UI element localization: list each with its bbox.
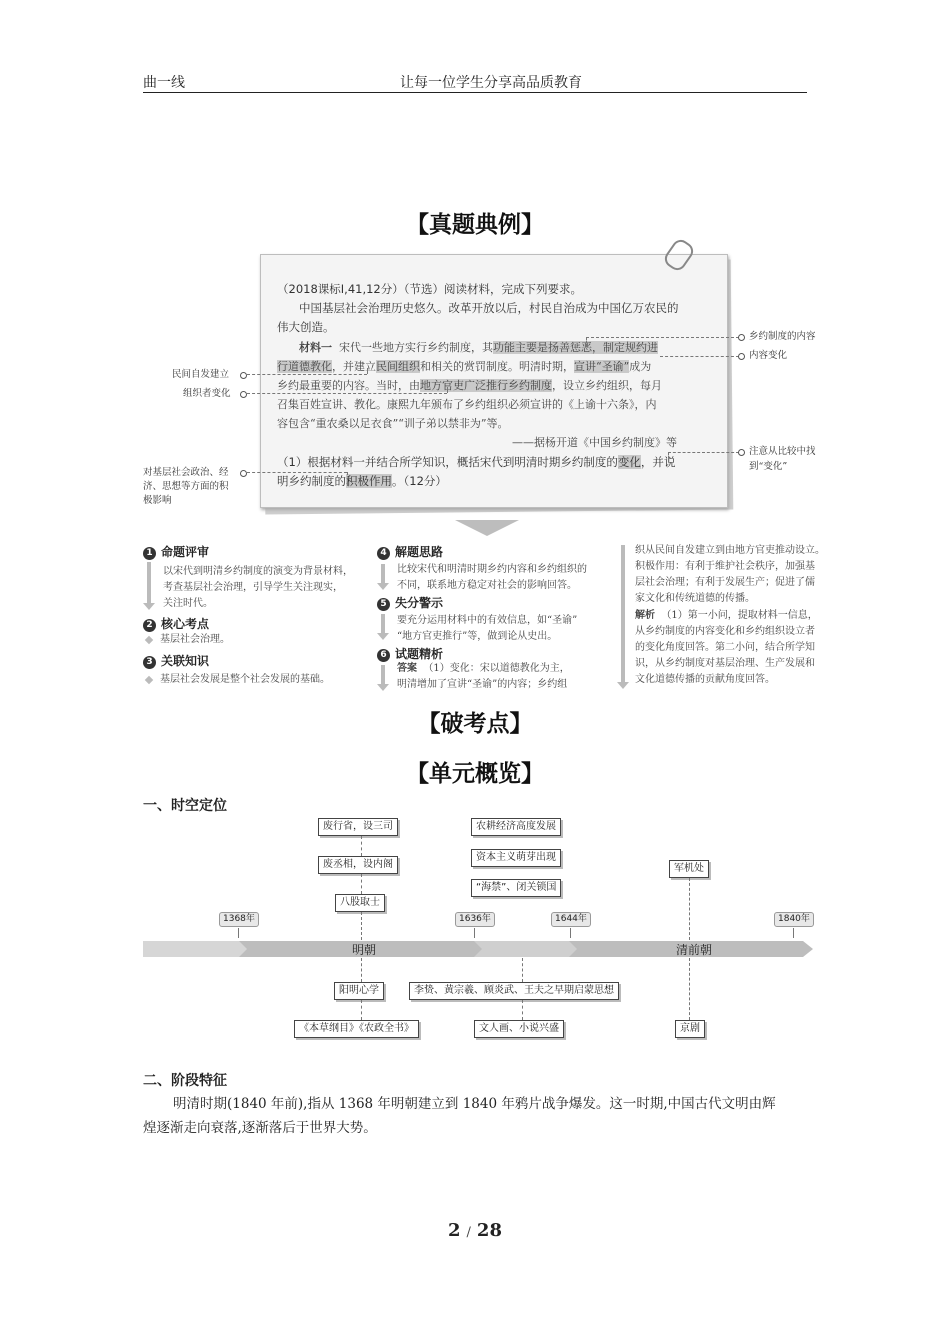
annotation-right: 注意从比较中找 xyxy=(749,446,816,457)
highlight: 宣讲“圣谕” xyxy=(574,360,630,373)
analysis-text xyxy=(397,661,570,677)
annotation-left: 极影响 xyxy=(143,495,172,506)
annotation-right: 乡约制度的内容 xyxy=(749,331,816,342)
annotation-left: 济、思想等方面的积 xyxy=(143,481,229,492)
connector xyxy=(522,1000,523,1020)
leader-line xyxy=(586,337,587,347)
text: （1）根据材料一并结合所学知识，概括宋代到明清时期乡约制度的 xyxy=(277,455,618,469)
analysis-text: 以宋代到明清乡约制度的演变为背景材料， xyxy=(163,566,353,577)
leader-line xyxy=(668,452,669,462)
highlight: 积极作用 xyxy=(346,474,392,488)
event-box: 八股取士 xyxy=(335,894,385,912)
text: ，设立乡约组织，每月 xyxy=(552,379,662,392)
analysis-heading xyxy=(143,615,209,632)
text: ，并建立 xyxy=(332,360,376,373)
subheading-timeline: 一、时空定位 xyxy=(143,798,227,814)
page-separator: / xyxy=(466,1225,471,1240)
year-tag: 1368年 xyxy=(219,912,259,927)
analysis-text: 积极作用：有利于维护社会秩序，加强基 xyxy=(635,561,815,572)
event-box: 李贽、黄宗羲、顾炎武、王夫之早期启蒙思想 xyxy=(409,982,619,1000)
heading-text: 命题评审 xyxy=(161,545,210,559)
band-segment xyxy=(143,941,249,957)
header-rule xyxy=(143,92,807,93)
era-label-ming: 明朝 xyxy=(352,943,377,957)
connector xyxy=(361,1000,362,1020)
number-badge-icon: 5 xyxy=(377,598,390,611)
explain-label: 解析 xyxy=(635,610,655,621)
arrow-icon xyxy=(381,564,385,584)
analysis-text: 要充分运用材料中的有效信息，如“圣谕” xyxy=(397,615,578,626)
subheading-stage: 二、阶段特征 xyxy=(143,1073,227,1089)
leader-dot xyxy=(240,391,247,398)
connector xyxy=(361,836,362,856)
analysis-text: 层社会治理；有利于发展生产；促进了儒 xyxy=(635,577,815,588)
annotation-left: 对基层社会政治、经 xyxy=(143,467,229,478)
analysis-heading xyxy=(143,543,209,560)
leader-line xyxy=(668,452,739,453)
analysis-text: 家文化和传统道德的传播。 xyxy=(635,593,755,604)
text: 成为 xyxy=(629,360,652,373)
material-line: 召集百姓宣讲、教化。康熙九年颁布了乡约组织必须宣讲的《上谕十六条》，内 xyxy=(277,398,657,411)
leader-line xyxy=(247,393,447,394)
diamond-icon xyxy=(145,676,153,684)
analysis-text: 比较宋代和明清时期乡约内容和乡约组织的 xyxy=(397,564,587,575)
leader-dot xyxy=(240,372,247,379)
event-box: 阳明心学 xyxy=(334,982,384,1000)
analysis-heading xyxy=(143,652,209,669)
year-tag: 1636年 xyxy=(455,912,495,927)
arrow-icon xyxy=(147,562,151,604)
arrow-icon xyxy=(381,614,385,634)
section-title-danyuan: 【单元概览】 xyxy=(406,761,544,787)
leader-line xyxy=(247,374,367,375)
question-line: 伟大创造。 xyxy=(277,320,335,334)
text: 。（12分） xyxy=(392,474,447,488)
year-tick xyxy=(793,928,794,938)
year-tag: 1644年 xyxy=(551,912,591,927)
number-badge-icon: 4 xyxy=(377,547,390,560)
connector xyxy=(689,958,690,1020)
leader-line xyxy=(586,337,739,338)
text: （1）第一小问，提取材料一信息， xyxy=(661,610,818,621)
text: 和相关的赏罚制度。明清时期， xyxy=(420,360,574,373)
number-badge-icon: 2 xyxy=(143,619,156,632)
era-label-qing: 清前朝 xyxy=(676,943,713,957)
analysis-text: 的变化角度回答。第二小问，结合所学知 xyxy=(635,642,815,653)
year-tick xyxy=(570,928,571,938)
section-title-pokaodian: 【破考点】 xyxy=(417,711,533,737)
analysis-text: 基层社会发展是整个社会发展的基础。 xyxy=(160,674,330,685)
analysis-text: 不同，联系地方稳定对社会的影响回答。 xyxy=(397,580,577,591)
year-tag: 1840年 xyxy=(774,912,814,927)
annotation-left: 组织者变化 xyxy=(183,388,231,399)
text: ，并说 xyxy=(640,455,676,469)
material-line: 容包含“重农桑以足衣食”“训子弟以禁非为”等。 xyxy=(277,417,509,430)
text: （1）变化：宋以道德教化为主， xyxy=(423,663,570,674)
answer-label: 答案 xyxy=(397,663,417,674)
event-box: 京剧 xyxy=(675,1020,705,1038)
down-arrow-icon xyxy=(455,520,519,536)
event-box: 文人画、小说兴盛 xyxy=(474,1020,564,1038)
leader-line xyxy=(447,387,448,393)
event-box: 资本主义萌芽出现 xyxy=(471,849,561,867)
annotation-left: 民间自发建立 xyxy=(172,369,230,380)
analysis-text: 考查基层社会治理，引导学生关注现实， xyxy=(163,582,343,593)
connector xyxy=(361,874,362,894)
band-segment xyxy=(474,941,579,957)
connector xyxy=(689,878,690,940)
connector xyxy=(522,958,523,982)
question-line: 中国基层社会治理历史悠久。改革开放以后，村民自治成为中国亿万农民的 xyxy=(299,301,679,315)
highlight: 地方官吏广泛推行乡约制度 xyxy=(420,379,552,392)
event-box: 农耕经济高度发展 xyxy=(471,818,561,836)
heading-text: 核心考点 xyxy=(161,617,210,631)
analysis-text: 识，从乡约制度对基层治理、生产发展和 xyxy=(635,658,815,669)
page-total: 28 xyxy=(476,1220,502,1241)
timeline-band xyxy=(143,938,815,960)
heading-text: 失分警示 xyxy=(395,596,444,610)
annotation-right: 到“变化” xyxy=(749,461,788,472)
text: 乡约最重要的内容。当时，由 xyxy=(277,379,420,392)
analysis-text: 基层社会治理。 xyxy=(160,634,230,645)
stage-paragraph-line: 明清时期(1840 年前),指从 1368 年明朝建立到 1840 年鸦片战争爆发。这一时期,中国古代文明由辉 xyxy=(173,1096,776,1112)
leader-line xyxy=(660,356,739,357)
header-center: 让每一位学生分享高品质教育 xyxy=(400,75,582,91)
analysis-text xyxy=(635,608,818,624)
highlight: 民间组织 xyxy=(376,360,420,373)
leader-line xyxy=(247,472,347,473)
leader-dot xyxy=(240,470,247,477)
analysis-text: 从乡约制度的内容变化和乡约组织设立者 xyxy=(635,626,815,637)
analysis-text: “地方官吏推行”等，做到论从史出。 xyxy=(397,631,558,642)
event-box: “海禁”、闭关锁国 xyxy=(471,879,561,897)
material-line xyxy=(299,338,658,357)
arrow-icon xyxy=(621,545,625,683)
analysis-text: 明清增加了宣讲“圣谕”的内容；乡约组 xyxy=(397,679,568,690)
leader-dot xyxy=(738,353,745,360)
leader-line xyxy=(367,368,368,374)
analysis-text: 关注时代。 xyxy=(163,598,213,609)
highlight: 行道德教化 xyxy=(277,360,332,373)
question-line xyxy=(277,453,675,472)
analysis-heading xyxy=(377,543,443,560)
highlight: 功能主要是扬善惩恶，制定规约进 xyxy=(493,341,658,354)
heading-text: 关联知识 xyxy=(161,654,210,668)
text: 明乡约制度的 xyxy=(277,474,346,488)
material-label: 材料一 xyxy=(299,341,332,354)
heading-text: 试题精析 xyxy=(395,647,444,661)
event-box: 《本草纲目》《农政全书》 xyxy=(294,1020,419,1038)
leader-dot xyxy=(738,334,745,341)
event-box: 废丞相，设内阁 xyxy=(318,856,398,874)
text: 宋代一些地方实行乡约制度，其 xyxy=(339,341,493,354)
number-badge-icon: 1 xyxy=(143,547,156,560)
section-title-zhenti: 【真题典例】 xyxy=(406,212,544,238)
diamond-icon xyxy=(145,636,153,644)
header-left: 曲一线 xyxy=(143,75,185,91)
leader-dot xyxy=(738,449,745,456)
analysis-heading xyxy=(377,645,443,662)
analysis-heading xyxy=(377,594,443,611)
connector xyxy=(361,958,362,982)
page-number xyxy=(0,1220,950,1241)
material-source: ——据杨开道《中国乡约制度》等 xyxy=(512,436,677,449)
year-tick xyxy=(474,928,475,938)
event-box: 军机处 xyxy=(669,860,709,878)
leader-line xyxy=(347,472,348,486)
question-line: （2018课标Ⅰ,41,12分）（节选）阅读材料，完成下列要求。 xyxy=(277,282,582,296)
analysis-text: 织从民间自发建立到由地方官吏推动设立。 xyxy=(635,545,825,556)
event-box: 废行省，设三司 xyxy=(318,818,398,836)
year-tick xyxy=(238,928,239,938)
stage-paragraph-line: 煌逐渐走向衰落,逐渐落后于世界大势。 xyxy=(143,1120,377,1136)
question-line xyxy=(277,472,447,491)
connector xyxy=(361,912,362,940)
arrow-icon xyxy=(381,665,385,685)
number-badge-icon: 6 xyxy=(377,649,390,662)
page-current: 2 xyxy=(448,1220,461,1241)
highlight: 变化 xyxy=(617,455,641,469)
analysis-text: 文化道德传播的贡献角度回答。 xyxy=(635,674,775,685)
annotation-right: 内容变化 xyxy=(749,350,788,361)
heading-text: 解题思路 xyxy=(395,545,444,559)
number-badge-icon: 3 xyxy=(143,656,156,669)
